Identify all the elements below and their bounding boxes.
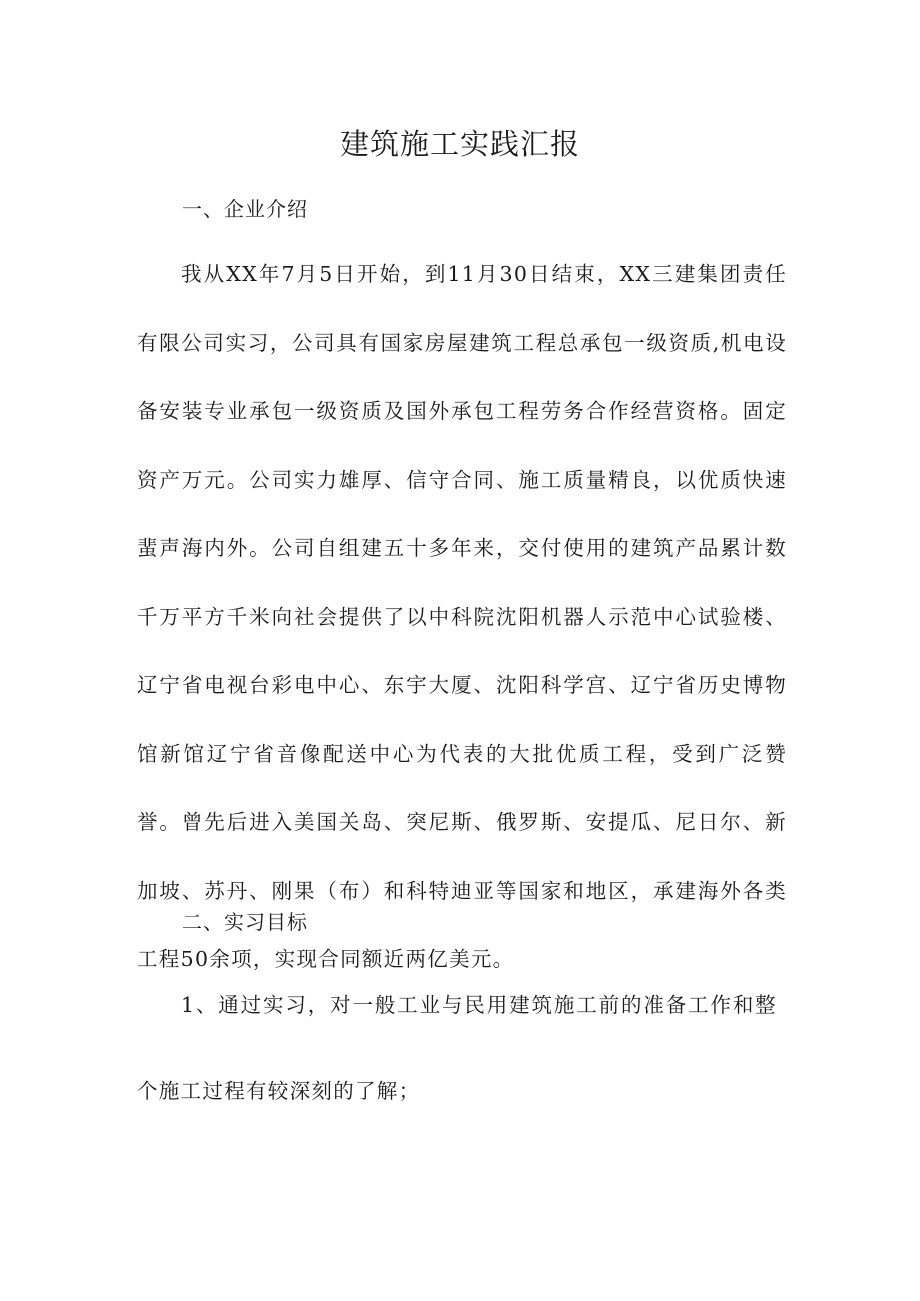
- section-heading-internship-goals: 二、实习目标: [182, 910, 308, 934]
- company-intro-paragraph: 我从XX年7月5日开始，到11月30日结束，XX三建集团责任有限公司实习，公司具有国家房屋建筑工程总承包一级资质,机电设备安装专业承包一级资质及国外承包工程劳务合作经营资格。固定资产万元。公司实力雄厚、信守合同、施工质量精良，以优质快速蜚声海内外。公司自组建五十多年来，交付使用的建筑产品累计数千万平方千米向社会提供了以中科院沈阳机器人示范中心试验楼、辽宁省电视台彩电中心、东宇大厦、沈阳科学宫、辽宁省历史博物馆新馆辽宁省音像配送中心为代表的大批优质工程，受到广泛赞誉。曾先后进入美国关岛、突尼斯、俄罗斯、安提瓜、尼日尔、新加坡、苏丹、刚果（布）和科特迪亚等国家和地区，承建海外各类工程50余项，实现合同额近两亿美元。: [137, 262, 787, 971]
- internship-goal-item-1: 1、通过实习，对一般工业与民用建筑施工前的准备工作和整个施工过程有较深刻的了解；: [137, 993, 777, 1103]
- section-heading-company-intro: 一、企业介绍: [182, 197, 308, 221]
- document-title: 建筑施工实践汇报: [339, 127, 580, 161]
